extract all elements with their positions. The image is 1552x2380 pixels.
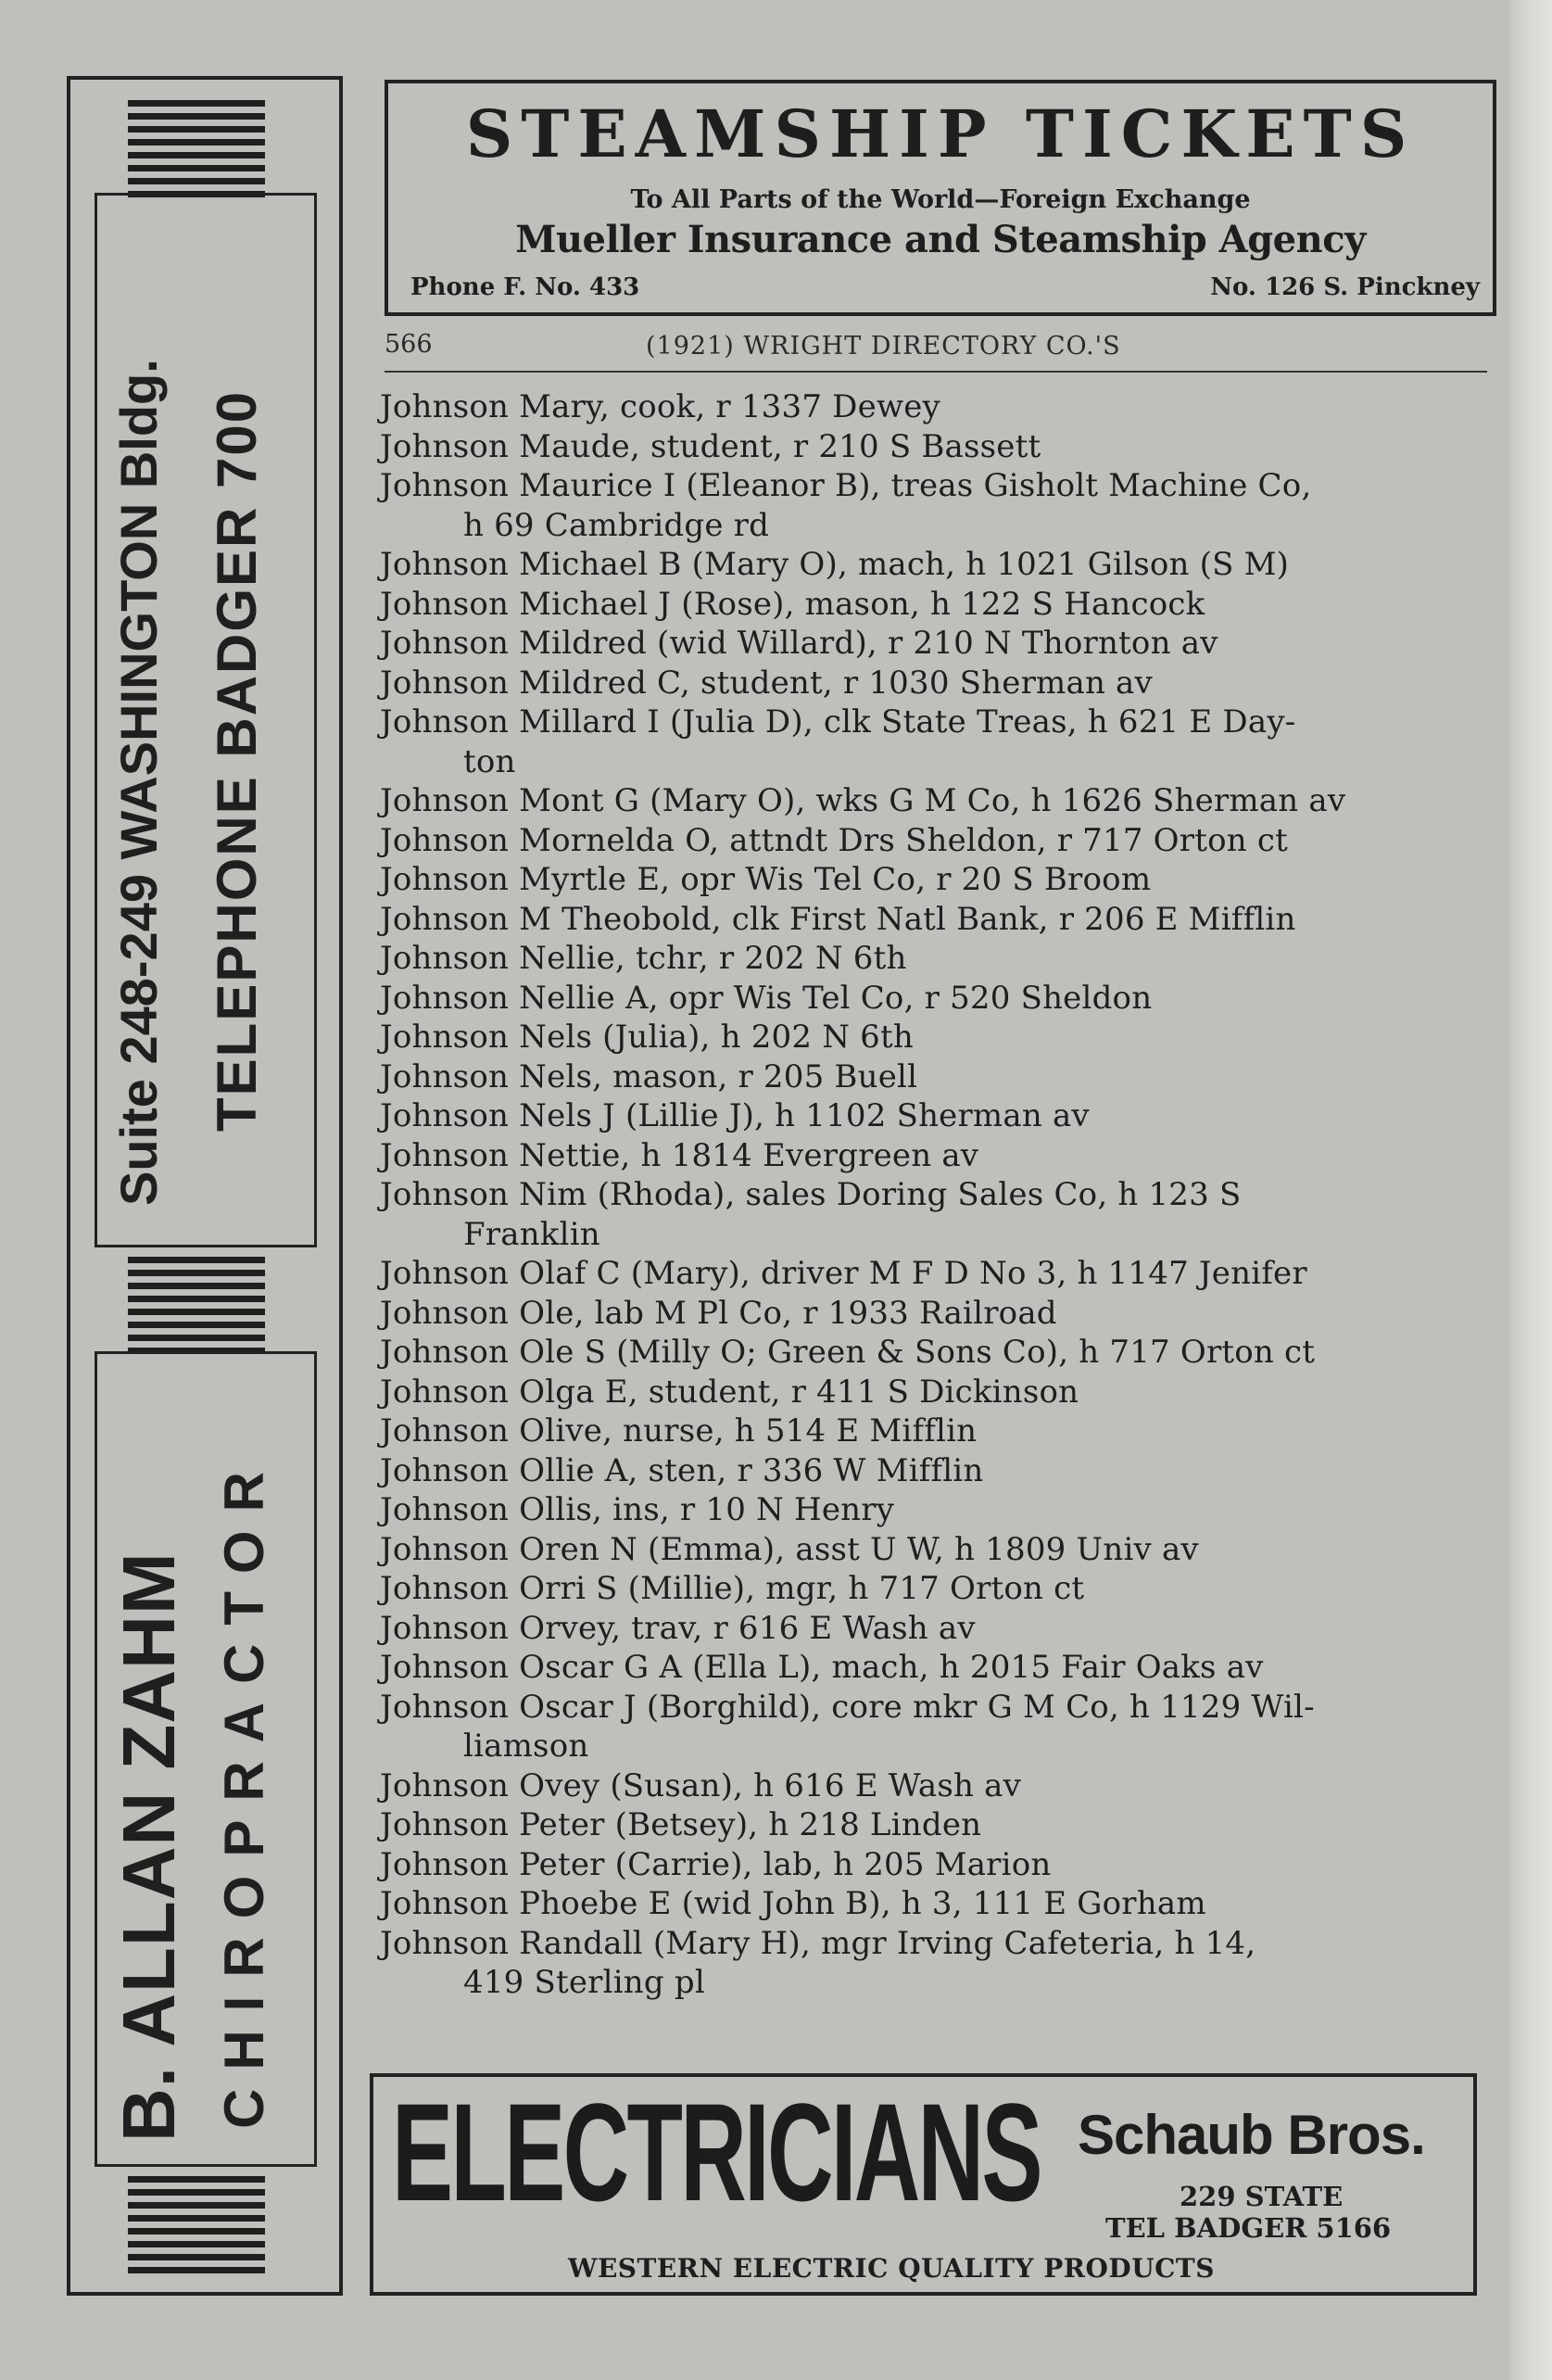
listing-text: Johnson Ole, lab M Pl Co, r 1933 Railroad	[380, 1294, 1057, 1332]
listing-text: Johnson Maude, student, r 210 S Bassett	[380, 427, 1041, 465]
brand-street: 229 STATE	[1180, 2181, 1344, 2212]
agency-name: Mueller Insurance and Steamship Agency	[515, 218, 1366, 261]
ad-tagline: WESTERN ELECTRIC QUALITY PRODUCTS	[568, 2253, 1215, 2284]
agency-address: No. 126 S. Pinckney	[1210, 273, 1480, 301]
listing-text: Johnson Randall (Mary H), mgr Irving Cafeteria, h 14,	[380, 1924, 1256, 1962]
listing-entry	[380, 1924, 1492, 2003]
decorative-bars	[128, 2176, 265, 2280]
electricians-advertisement	[370, 2073, 1477, 2296]
listing-entry	[380, 664, 1492, 703]
listing-text: Johnson Peter (Carrie), lab, h 205 Marion	[380, 1845, 1052, 1883]
agency-phone: Phone F. No. 433	[410, 273, 640, 301]
listing-text: Johnson Mildred (wid Willard), r 210 N Thornton av	[380, 625, 1218, 662]
steamship-advertisement	[385, 80, 1496, 316]
listing-text: Johnson Peter (Betsey), h 218 Linden	[380, 1806, 982, 1843]
listing-text: Johnson Olga E, student, r 411 S Dickinson	[380, 1373, 1079, 1411]
listing-entry	[380, 1412, 1492, 1451]
listing-entry	[380, 466, 1492, 545]
listing-text: Johnson Nels (Julia), h 202 N 6th	[380, 1019, 914, 1056]
listing-entry	[380, 1294, 1492, 1334]
page-number: 566	[385, 330, 433, 359]
listing-text: Johnson Nellie, tchr, r 202 N 6th	[380, 940, 907, 977]
listing-entry	[380, 1530, 1492, 1570]
listing-text: Johnson Millard I (Julia D), clk State Treas, h 621 E Day-	[380, 703, 1296, 741]
listing-entry	[380, 1057, 1492, 1097]
profession: CHIROPRACTOR	[213, 1453, 275, 2129]
listing-text: Johnson Mont G (Mary O), wks G M Co, h 1626 Sherman av	[380, 782, 1346, 819]
listing-text: Johnson Mary, cook, r 1337 Dewey	[380, 388, 940, 425]
listing-text: Johnson Michael B (Mary O), mach, h 1021 Gilson (S M)	[380, 546, 1290, 583]
listing-entry	[380, 1018, 1492, 1057]
listing-continuation: Franklin	[463, 1215, 600, 1253]
brand-name: Schaub Bros.	[1078, 2104, 1425, 2166]
listing-entry	[380, 1490, 1492, 1530]
listing-entry	[380, 1648, 1492, 1688]
listing-continuation: 419 Sterling pl	[463, 1964, 705, 2001]
listing-entry	[380, 1569, 1492, 1609]
listing-text: Johnson Phoebe E (wid John B), h 3, 111 E Gorham	[380, 1885, 1206, 1922]
listing-entry	[380, 1845, 1492, 1885]
listing-text: Johnson Ole S (Milly O; Green & Sons Co), h 717 Orton ct	[380, 1334, 1316, 1371]
listing-text: Johnson Nellie A, opr Wis Tel Co, r 520 Sheldon	[380, 979, 1153, 1017]
listing-text: Johnson Oren N (Emma), asst U W, h 1809 Univ av	[380, 1530, 1199, 1568]
listing-text: Johnson Oscar G A (Ella L), mach, h 2015 Fair Oaks av	[380, 1649, 1264, 1686]
listing-text: Johnson Mornelda O, attndt Drs Sheldon, r 717 Orton ct	[380, 821, 1288, 859]
decorative-bars	[128, 100, 265, 204]
listing-continuation: liamson	[463, 1728, 589, 1765]
running-head	[385, 330, 1487, 373]
listing-entry	[380, 1333, 1492, 1373]
listing-entry	[380, 1175, 1492, 1254]
listing-text: Johnson Mildred C, student, r 1030 Sherman av	[380, 664, 1153, 702]
listing-entry	[380, 1884, 1492, 1924]
listing-entry	[380, 1688, 1492, 1766]
listing-text: Johnson Orri S (Millie), mgr, h 717 Orton ct	[380, 1570, 1085, 1607]
listing-entry	[380, 1609, 1492, 1649]
listing-entry	[380, 1254, 1492, 1294]
listing-text: Johnson Orvey, trav, r 616 E Wash av	[380, 1609, 976, 1647]
listing-entry	[380, 860, 1492, 900]
listing-text: Johnson Nels, mason, r 205 Buell	[380, 1057, 918, 1095]
listing-entry	[380, 979, 1492, 1019]
listing-text: Johnson Michael J (Rose), mason, h 122 S Hancock	[380, 585, 1205, 623]
listing-text: Johnson Nettie, h 1814 Evergreen av	[380, 1136, 979, 1174]
listing-text: Johnson Olive, nurse, h 514 E Mifflin	[380, 1412, 978, 1450]
listing-entry	[380, 387, 1492, 427]
listing-text: Johnson M Theobold, clk First Natl Bank, r 206 E Mifflin	[380, 900, 1296, 938]
listing-text: Johnson Nim (Rhoda), sales Doring Sales Co, h 123 S	[380, 1176, 1242, 1213]
listing-entry	[380, 585, 1492, 625]
ad-headline: ELECTRICIANS	[392, 2074, 1041, 2230]
listing-continuation: h 69 Cambridge rd	[463, 506, 770, 544]
listing-text: Johnson Olaf C (Mary), driver M F D No 3, h 1147 Jenifer	[380, 1255, 1307, 1292]
listing-entry	[380, 1451, 1492, 1491]
directory-listings	[380, 387, 1492, 2003]
listing-text: Johnson Myrtle E, opr Wis Tel Co, r 20 S Broom	[380, 861, 1152, 898]
ad-title: STEAMSHIP TICKETS	[465, 95, 1416, 172]
listing-entry	[380, 1373, 1492, 1412]
page-edge	[1509, 0, 1552, 2380]
decorative-bars	[128, 1257, 265, 1361]
listing-text: Johnson Maurice I (Eleanor B), treas Gisholt Machine Co,	[380, 467, 1312, 504]
listing-text: Johnson Nels J (Lillie J), h 1102 Sherman av	[380, 1097, 1090, 1134]
listing-entry	[380, 900, 1492, 940]
brand-telephone: TEL BADGER 5166	[1105, 2212, 1392, 2244]
telephone-line: TELEPHONE BADGER 700	[206, 389, 268, 1132]
listing-entry	[380, 624, 1492, 664]
listing-entry	[380, 939, 1492, 979]
listing-text: Johnson Ovey (Susan), h 616 E Wash av	[380, 1766, 1022, 1804]
listing-entry	[380, 427, 1492, 467]
practitioner-name: B. ALLAN ZAHM	[107, 1551, 190, 2142]
listing-entry	[380, 1136, 1492, 1176]
listing-continuation: ton	[463, 742, 516, 780]
listing-entry	[380, 781, 1492, 821]
listing-entry	[380, 545, 1492, 585]
listing-entry	[380, 703, 1492, 781]
listing-entry	[380, 821, 1492, 861]
address-box	[95, 193, 317, 1247]
listing-text: Johnson Ollie A, sten, r 336 W Mifflin	[380, 1451, 984, 1489]
suite-address: Suite 248-249 WASHINGTON Bldg.	[109, 359, 168, 1206]
left-side-advertisement	[67, 76, 343, 2296]
listing-text: Johnson Oscar J (Borghild), core mkr G M Co, h 1129 Wil-	[380, 1688, 1315, 1726]
listing-entry	[380, 1805, 1492, 1845]
listing-entry	[380, 1096, 1492, 1136]
directory-title: (1921) WRIGHT DIRECTORY CO.'S	[646, 332, 1121, 361]
listing-text: Johnson Ollis, ins, r 10 N Henry	[380, 1491, 895, 1528]
listing-entry	[380, 1766, 1492, 1806]
ad-subtitle: To All Parts of the World—Foreign Exchange	[630, 185, 1251, 214]
chiropractor-box	[95, 1351, 317, 2167]
